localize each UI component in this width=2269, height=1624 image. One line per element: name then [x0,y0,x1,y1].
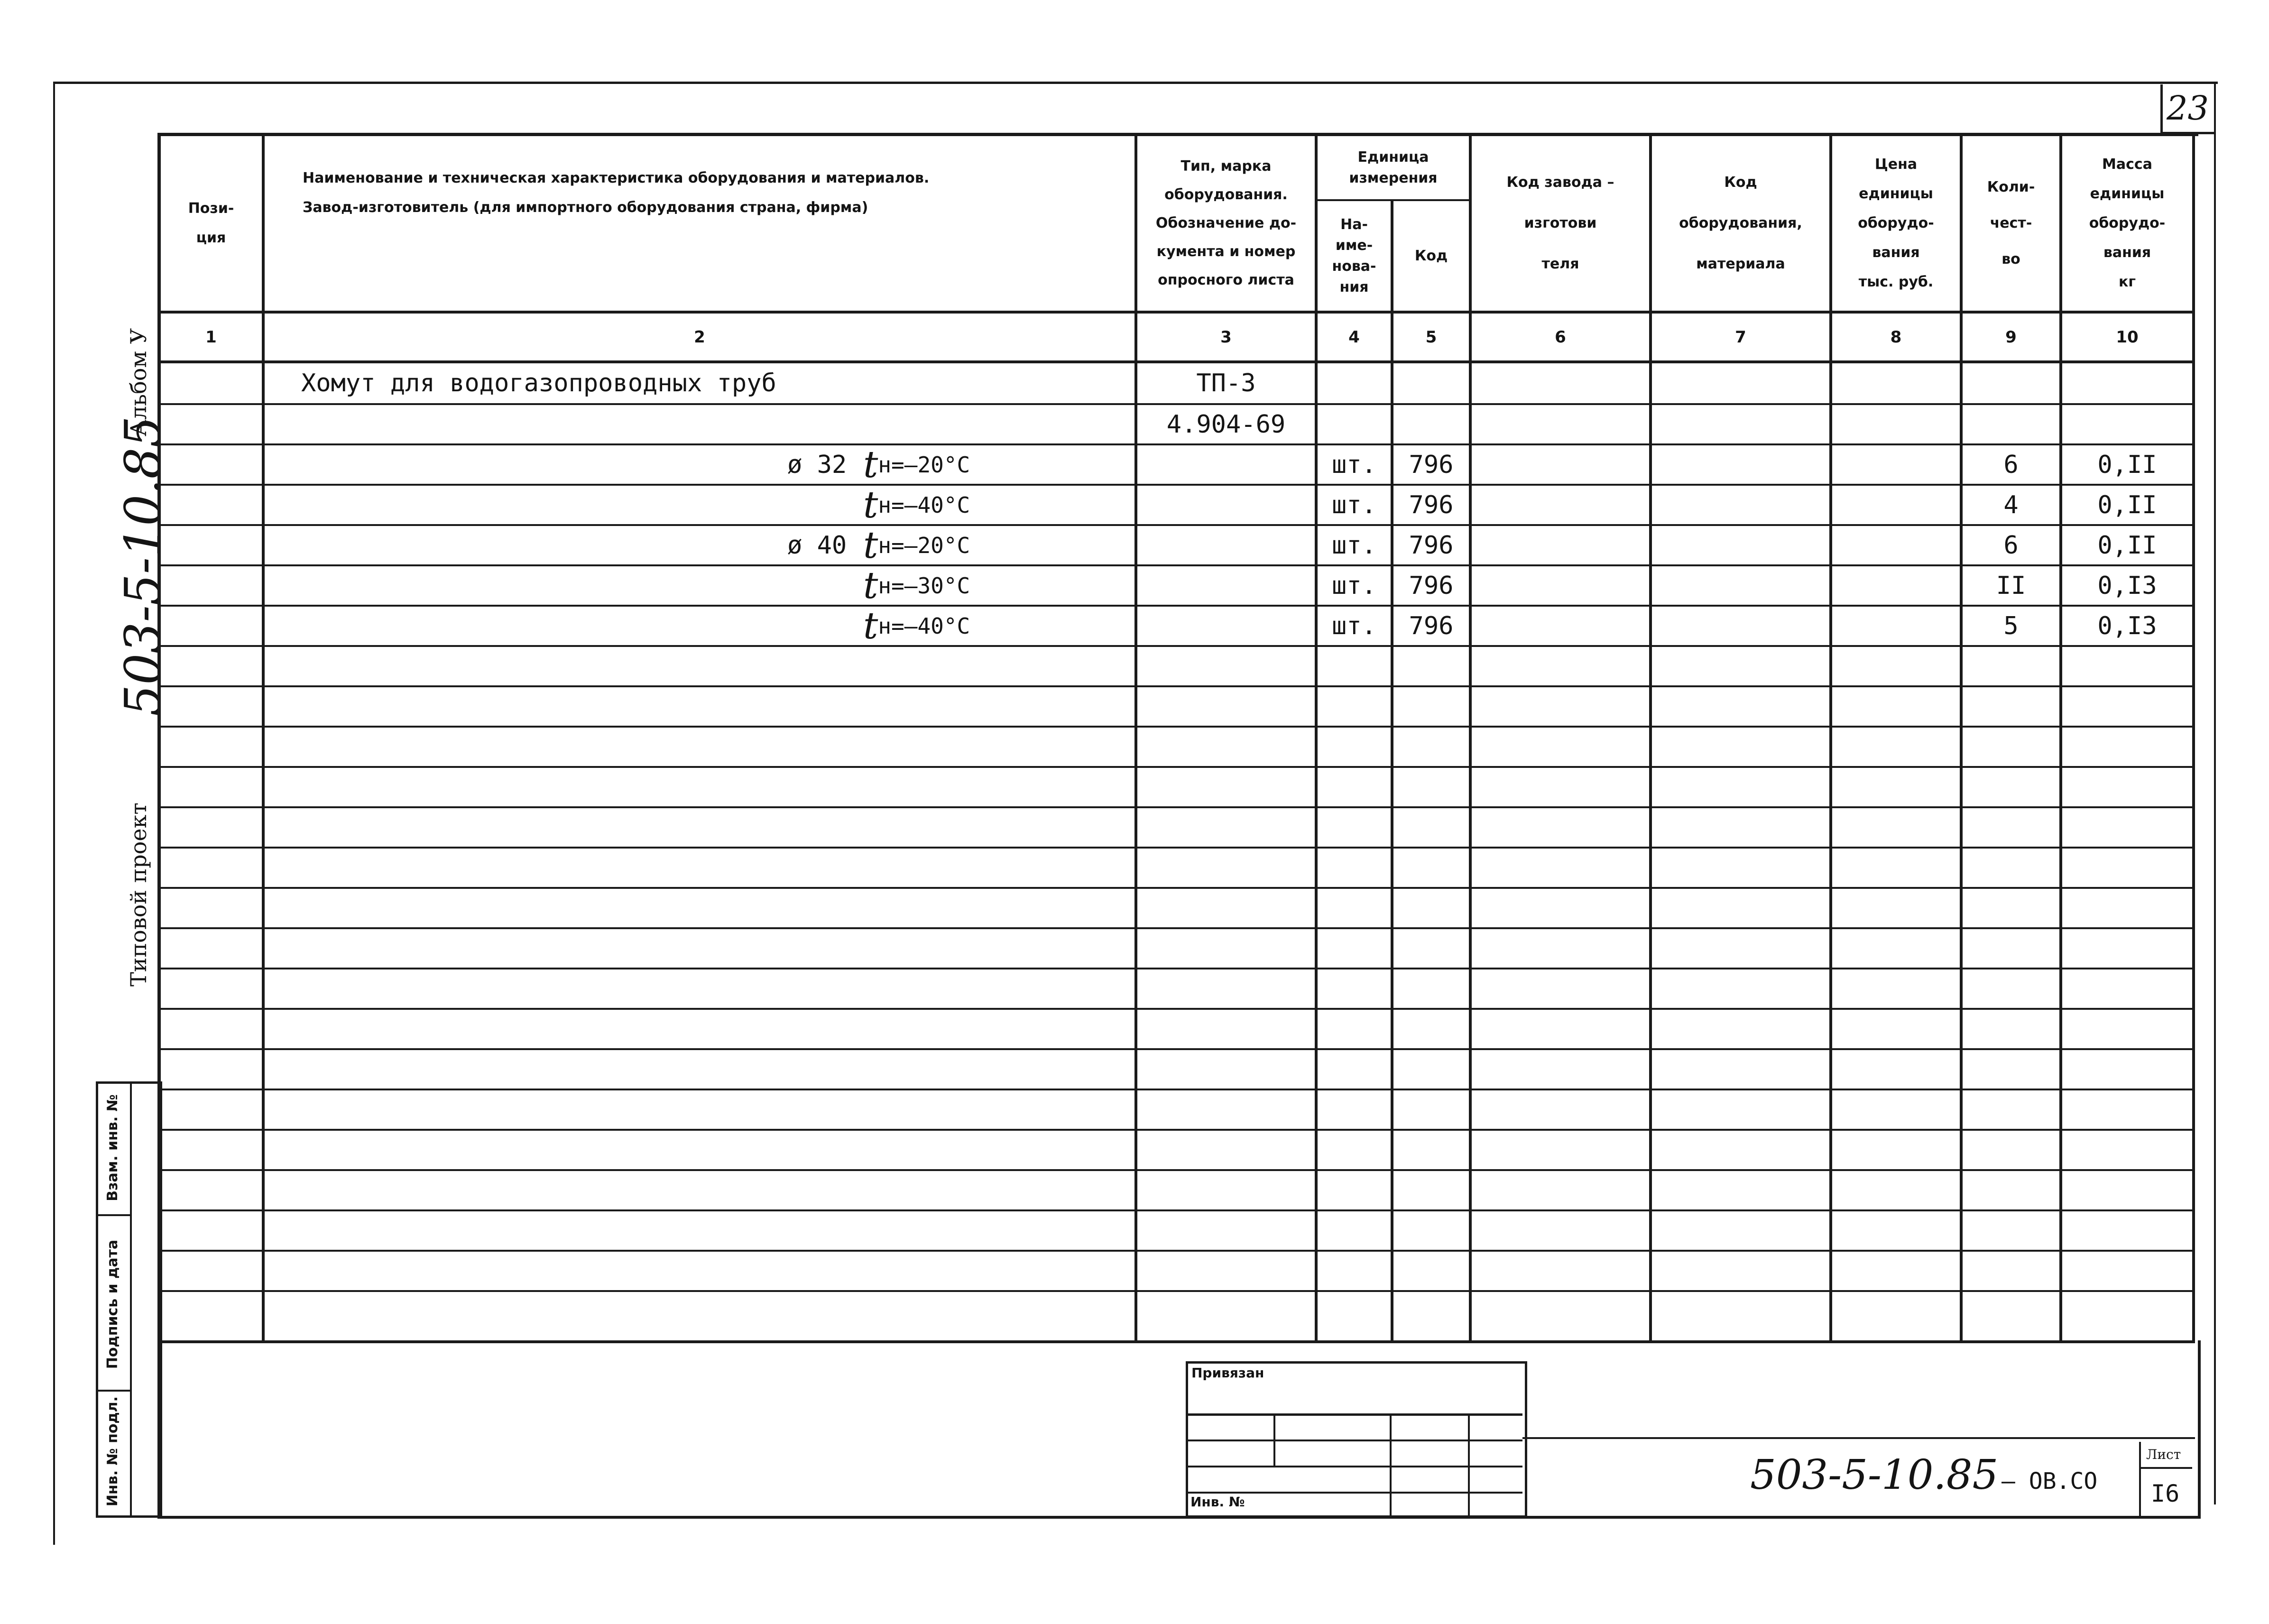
temperature-label: t н=–40°С [863,604,970,647]
header-unit: Единица измерения [1349,148,1438,186]
col-number: 7 [1735,327,1746,347]
unit-name: шт. [1332,531,1376,560]
temperature-label: t н=–40°С [863,483,970,526]
unit-code: 796 [1409,611,1454,640]
inv-number-label: Инв. № [1190,1494,1245,1510]
col-number: 2 [694,327,705,347]
stamp-vzam-inv: Взам. инв. № [104,1094,121,1201]
page-number: 23 [2166,89,2209,128]
stamp-sep-1 [96,1214,130,1216]
header-mass: Масса единицы оборудо- вания кг [2089,156,2166,290]
sheet-label: Лист [2146,1447,2181,1462]
quantity: 6 [2003,450,2019,479]
col-number: 1 [205,327,217,347]
designation-line [1522,1437,2195,1439]
col-number: 9 [2005,327,2017,347]
unit-code: 796 [1409,450,1454,479]
quantity: 4 [2003,490,2019,519]
header-name: Наименование и техническая характеристика оборудования и материалов. Завод-изготовитель (для импортного оборудования страна, фирма) [303,170,930,216]
stamp-signature-date: Подпись и дата [104,1239,121,1369]
temperature-label: t н=–20°С [863,443,970,486]
mass: 0,I3 [2097,611,2157,640]
side-project-label: Типовой проект [126,803,151,987]
unit-code: 796 [1409,531,1454,560]
unit-code: 796 [1409,571,1454,600]
header-equipment-code: Код оборудования, материала [1679,174,1802,272]
temperature-label: t н=–30°С [863,564,970,607]
side-album-label: Альбом У [126,328,151,436]
item-type: ТП-3 [1196,369,1256,397]
drawing-frame-right [2214,82,2216,1504]
col-number: 5 [1425,327,1437,347]
mass: 0,II [2097,490,2157,519]
header-price: Цена единицы оборудо- вания тыс. руб. [1858,156,1934,290]
col-number: 6 [1555,327,1566,347]
unit-code: 796 [1409,490,1454,519]
mass: 0,I3 [2097,571,2157,600]
header-position: Пози- ция [188,200,234,246]
privyazan-label: Привязан [1191,1365,1264,1381]
side-project-code: 503-5-10.85 [114,416,172,716]
sheet-number: I6 [2151,1480,2180,1507]
col-number: 3 [1220,327,1232,347]
unit-name: шт. [1332,490,1376,519]
document-code: 503-5-10.85 [1750,1451,1999,1499]
header-manufacturer-code: Код завода – изготови теля [1506,174,1614,272]
header-type: Тип, марка оборудования. Обозначение до- кумента и номер опросного листа [1155,158,1297,288]
header-unit-name: На- име- нова- ния [1332,216,1376,295]
unit-name: шт. [1332,571,1376,600]
unit-name: шт. [1332,611,1376,640]
temperature-label: t н=–20°С [863,524,970,567]
diameter-label: ø 40 [787,531,847,560]
col-number: 4 [1348,327,1360,347]
mass: 0,II [2097,531,2157,560]
quantity: 6 [2003,531,2019,560]
header-unit-code: Код [1414,247,1448,264]
mass: 0,II [2097,450,2157,479]
stamp-inv-podl: Инв. № подл. [104,1396,121,1507]
item-name: Хомут для водогазопроводных труб [301,369,776,397]
header-quantity: Коли- чест- во [1987,179,2035,268]
col-number: 10 [2116,327,2139,347]
unit-name: шт. [1332,450,1376,479]
col-number: 8 [1890,327,1902,347]
item-doc: 4.904-69 [1166,410,1286,439]
quantity: II [1996,571,2026,600]
document-suffix: – ОВ.СО [2002,1468,2098,1495]
col-line [2192,133,2195,1340]
diameter-label: ø 32 [787,450,847,479]
quantity: 5 [2003,611,2019,640]
